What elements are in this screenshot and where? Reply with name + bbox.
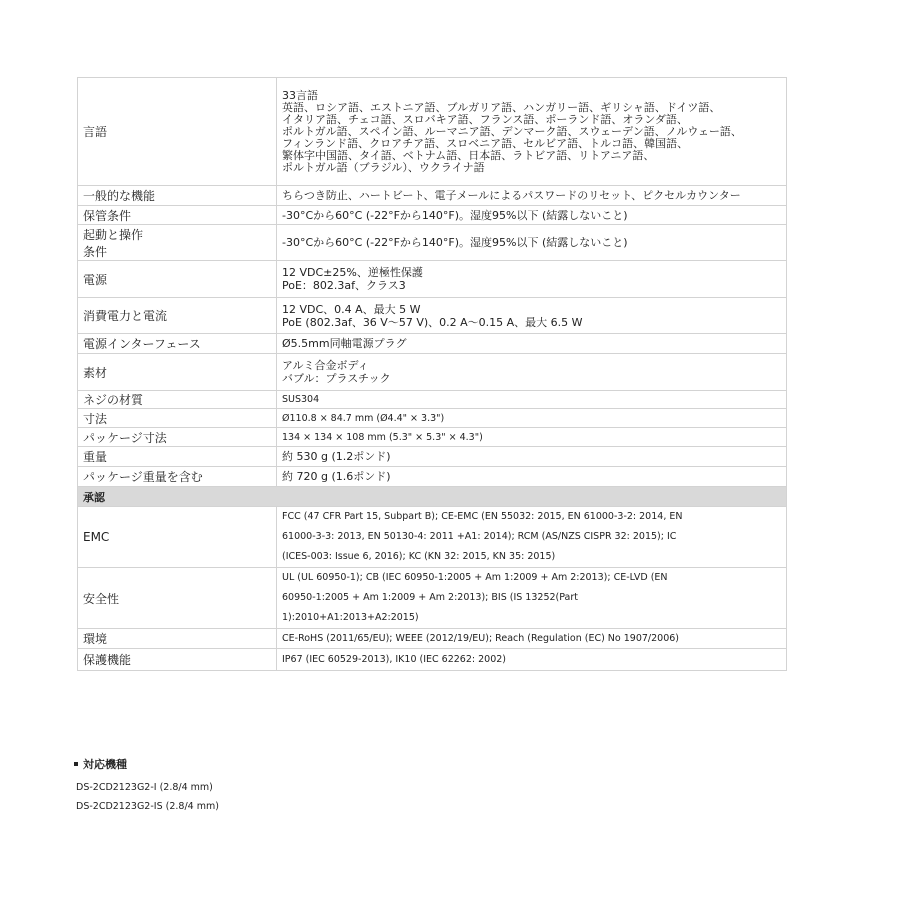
- spec-value-line: IP67 (IEC 60529-2013), IK10 (IEC 62262: 2002): [282, 654, 507, 665]
- spec-row: [78, 568, 787, 629]
- spec-row: [78, 354, 787, 391]
- section-header-approval: [78, 487, 787, 507]
- spec-value: [277, 261, 787, 298]
- spec-row: [78, 467, 787, 487]
- spec-row: [78, 225, 787, 261]
- spec-value-line: ちらつき防止、ハートビート、電子メールによるパスワードのリセット、ピクセルカウンター: [282, 189, 741, 202]
- spec-label: 保護機能: [78, 649, 277, 671]
- spec-value-line: ポルトガル語、スペイン語、ルーマニア語、デンマーク語、スウェーデン語、ノルウェー語、: [282, 124, 742, 138]
- spec-value-line: バブル：プラスチック: [282, 372, 391, 385]
- spec-label: 消費電力と電流: [78, 298, 277, 334]
- spec-row: [78, 649, 787, 671]
- spec-label: EMC: [78, 507, 277, 568]
- spec-label: パッケージ重量を含む: [78, 467, 277, 487]
- spec-value: [277, 206, 787, 225]
- spec-value-line: UL (UL 60950-1); CB (IEC 60950-1:2005 + Am 1:2009 + Am 2:2013); CE-LVD (EN: [282, 572, 668, 583]
- spec-value-line: 61000-3-3: 2013, EN 50130-4: 2011 +A1: 2014); RCM (AS/NZS CISPR 32: 2015); IC: [282, 531, 677, 542]
- spec-value-line: 12 VDC、0.4 A、最大 5 W: [282, 302, 421, 316]
- spec-label: 安全性: [78, 568, 277, 629]
- spec-value-line: SUS304: [282, 394, 320, 405]
- spec-row: [78, 409, 787, 428]
- spec-value-line: CE-RoHS (2011/65/EU); WEEE (2012/19/EU); Reach (Regulation (EC) No 1907/2006): [282, 633, 680, 644]
- spec-label: 起動と操作 条件: [78, 225, 277, 261]
- spec-label: 寸法: [78, 409, 277, 428]
- spec-row: [78, 186, 787, 206]
- spec-row: [78, 78, 787, 186]
- compatible-title: 対応機種: [74, 756, 219, 772]
- spec-table: [77, 77, 787, 671]
- spec-value-line: 1):2010+A1:2013+A2:2015): [282, 612, 419, 623]
- spec-label: 保管条件: [78, 206, 277, 225]
- spec-value: [277, 409, 787, 428]
- spec-value-line: PoE (802.3af、36 V〜57 V)、0.2 A〜0.15 A、最大 6.5 W: [282, 315, 583, 329]
- spec-value: [277, 447, 787, 467]
- spec-label: 電源: [78, 261, 277, 298]
- spec-value: [277, 649, 787, 671]
- compatible-model: DS-2CD2123G2-I (2.8/4 mm): [76, 782, 213, 793]
- compatible-model: DS-2CD2123G2-IS (2.8/4 mm): [76, 801, 219, 812]
- spec-value-line: FCC (47 CFR Part 15, Subpart B); CE-EMC (EN 55032: 2015, EN 61000-3-2: 2014, EN: [282, 511, 683, 522]
- spec-row: [78, 428, 787, 447]
- section-title: 承認: [78, 487, 787, 507]
- spec-value-line: PoE：802.3af、クラス3: [282, 279, 406, 292]
- spec-row: [78, 261, 787, 298]
- spec-value: [277, 354, 787, 391]
- spec-row: [78, 206, 787, 225]
- spec-value: [277, 467, 787, 487]
- spec-value-line: 繁体字中国語、タイ語、ベトナム語、日本語、ラトビア語、リトアニア語、: [282, 148, 655, 162]
- spec-label: パッケージ寸法: [78, 428, 277, 447]
- spec-row: [78, 334, 787, 354]
- spec-label: 素材: [78, 354, 277, 391]
- compatible-models: [74, 756, 219, 816]
- spec-value: [277, 78, 787, 186]
- spec-value-line: アルミ合金ボディ: [282, 359, 369, 372]
- spec-value: [277, 507, 787, 568]
- spec-value: [277, 334, 787, 354]
- spec-value-line: イタリア語、チェコ語、スロバキア語、フランス語、ポーランド語、オランダ語、: [282, 112, 688, 126]
- spec-value: [277, 428, 787, 447]
- spec-value-line: 134 × 134 × 108 mm (5.3" × 5.3" × 4.3"): [282, 431, 483, 443]
- spec-value-line: 12 VDC±25%、逆極性保護: [282, 266, 423, 279]
- spec-value-line: (ICES-003: Issue 6, 2016); KC (KN 32: 2015, KN 35: 2015): [282, 551, 556, 562]
- spec-value-line: Ø110.8 × 84.7 mm (Ø4.4" × 3.3"): [282, 412, 445, 424]
- spec-value-line: フィンランド語、クロアチア語、スロベニア語、セルビア語、トルコ語、韓国語、: [282, 136, 689, 150]
- spec-value: [277, 186, 787, 206]
- spec-value-line: 60950-1:2005 + Am 1:2009 + Am 2:2013); BIS (IS 13252(Part: [282, 592, 578, 603]
- spec-value-line: ポルトガル語（ブラジル）、ウクライナ語: [282, 160, 485, 174]
- spec-label: 一般的な機能: [78, 186, 277, 206]
- bullet-icon: [74, 762, 78, 766]
- spec-value-line: -30°Cから60°C (-22°Fから140°F)。湿度95%以下 (結露しないこと): [282, 208, 628, 222]
- spec-row: [78, 629, 787, 649]
- spec-value: [277, 391, 787, 409]
- spec-value: [277, 568, 787, 629]
- spec-row: [78, 507, 787, 568]
- spec-label: 言語: [78, 78, 277, 186]
- spec-row: [78, 447, 787, 467]
- spec-row: [78, 391, 787, 409]
- spec-label: ネジの材質: [78, 391, 277, 409]
- spec-label: 電源インターフェース: [78, 334, 277, 354]
- spec-value: [277, 225, 787, 261]
- spec-value: [277, 629, 787, 649]
- spec-value: [277, 298, 787, 334]
- spec-label: 重量: [78, 447, 277, 467]
- spec-value-line: 約 530 g (1.2ポンド): [282, 450, 391, 463]
- spec-value-line: 英語、ロシア語、エストニア語、ブルガリア語、ハンガリー語、ギリシャ語、ドイツ語、: [282, 100, 721, 114]
- spec-value-line: 33言語: [282, 88, 318, 102]
- spec-value-line: 約 720 g (1.6ポンド): [282, 470, 391, 483]
- spec-value-line: -30°Cから60°C (-22°Fから140°F)。湿度95%以下 (結露しないこと): [282, 236, 628, 249]
- spec-row: [78, 298, 787, 334]
- spec-label: 環境: [78, 629, 277, 649]
- spec-value-line: Ø5.5mm同軸電源プラグ: [282, 337, 407, 350]
